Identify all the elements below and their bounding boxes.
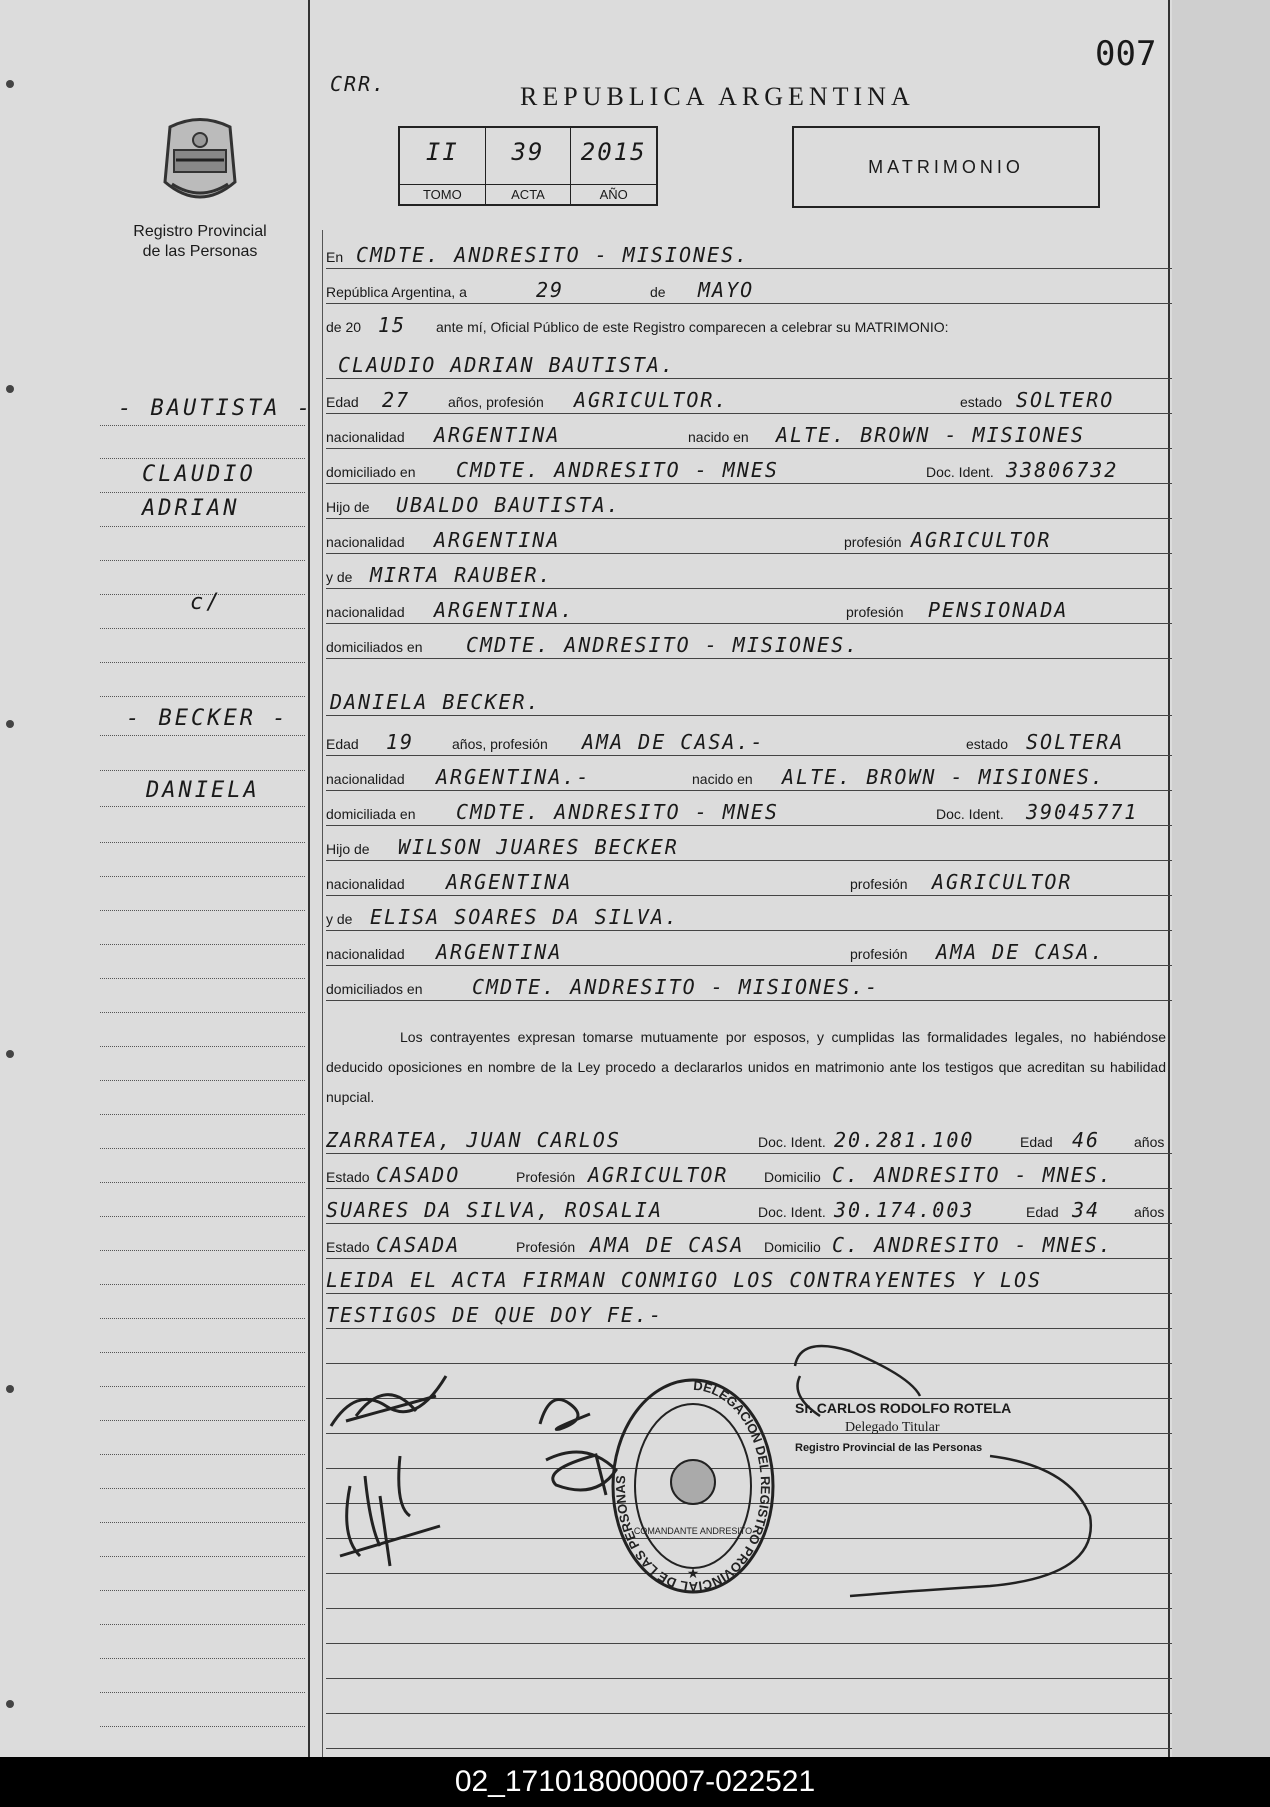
y-de-label: y de bbox=[326, 569, 353, 585]
row-groom-mother bbox=[326, 555, 1172, 591]
row-place bbox=[326, 235, 1172, 271]
edad-label: Edad bbox=[1026, 1204, 1059, 1220]
profesion-label: profesión bbox=[850, 876, 908, 892]
seal-outer-text: DELEGACION DEL REGISTRO PROVINCIAL DE LAS PERSONAS bbox=[612, 1377, 774, 1595]
row-witness1-details bbox=[326, 1155, 1172, 1191]
record-number-box bbox=[398, 126, 658, 206]
declaration-text: Los contrayentes expresan tomarse mutuamente por esposos, y cumplidas las formalidades legales, no habiéndose deducido oposiciones en nombre de la Ley procedo a declararlos unidos en matrimonio ante los testigos que acreditan su habilidad nupcial. bbox=[326, 1029, 1166, 1105]
punch-hole bbox=[6, 80, 14, 88]
hijo-de-label: Hijo de bbox=[326, 841, 370, 857]
acta-cell bbox=[486, 128, 572, 204]
bride-father-nationality: ARGENTINA bbox=[446, 870, 573, 894]
doc-label: Doc. Ident. bbox=[926, 464, 994, 480]
registry-title bbox=[110, 222, 290, 262]
groom-full-name: CLAUDIO ADRIAN BAUTISTA. bbox=[338, 353, 675, 377]
year-suffix: 15 bbox=[378, 313, 407, 337]
groom-age: 27 bbox=[382, 388, 411, 412]
groom-father-profession: AGRICULTOR bbox=[911, 528, 1052, 552]
row-bride-age bbox=[326, 722, 1172, 758]
row-closing2 bbox=[326, 1295, 1172, 1331]
official-office: Registro Provincial de las Personas bbox=[795, 1442, 983, 1454]
witness2-doc: 30.174.003 bbox=[834, 1198, 975, 1222]
row-groom-nationality bbox=[326, 415, 1172, 451]
witness2-status: CASADA bbox=[376, 1233, 461, 1257]
nacionalidad-label: nacionalidad bbox=[326, 876, 405, 892]
page-number: 007 bbox=[1095, 34, 1157, 74]
day-value: 29 bbox=[536, 278, 565, 302]
domiciliados-label: domiciliados en bbox=[326, 981, 423, 997]
en-label: En bbox=[326, 249, 344, 265]
groom-parents-domicile: CMDTE. ANDRESITO - MISIONES. bbox=[466, 633, 860, 657]
scan-footer-id: 02_171018000007-022521 bbox=[0, 1757, 1270, 1807]
edad-label: Edad bbox=[1020, 1134, 1053, 1150]
row-witness2-details bbox=[326, 1225, 1172, 1261]
witness2-profession: AMA DE CASA bbox=[590, 1233, 745, 1257]
punch-hole bbox=[6, 720, 14, 728]
anios-label: años bbox=[1134, 1134, 1165, 1150]
row-groom-parents-dom bbox=[326, 625, 1172, 661]
groom-nationality: ARGENTINA bbox=[434, 423, 561, 447]
groom-domicile: CMDTE. ANDRESITO - MNES bbox=[456, 458, 779, 482]
provincial-emblem-icon bbox=[150, 112, 250, 212]
signature-bride-icon bbox=[530, 1384, 600, 1444]
registry-seal-icon bbox=[608, 1374, 778, 1596]
witness1-doc: 20.281.100 bbox=[834, 1128, 975, 1152]
profesion-label: Profesión bbox=[516, 1239, 576, 1255]
profesion-label: profesión bbox=[850, 946, 908, 962]
punch-hole bbox=[6, 1385, 14, 1393]
nacido-label: nacido en bbox=[692, 771, 753, 787]
domiciliada-label: domiciliada en bbox=[326, 806, 416, 822]
row-groom-age bbox=[326, 380, 1172, 416]
tomo-cell bbox=[400, 128, 486, 204]
margin-bride-given: DANIELA bbox=[146, 778, 260, 803]
official-title: Delegado Titular bbox=[845, 1420, 940, 1435]
edad-label: Edad bbox=[326, 394, 359, 410]
svg-text:★: ★ bbox=[686, 1565, 700, 1581]
row-bride-father bbox=[326, 827, 1172, 863]
estado-label: Estado bbox=[326, 1239, 370, 1255]
bride-doc: 39045771 bbox=[1026, 800, 1139, 824]
bride-birthplace: ALTE. BROWN - MISIONES. bbox=[782, 765, 1105, 789]
profesion-label: profesión bbox=[846, 604, 904, 620]
groom-birthplace: ALTE. BROWN - MISIONES bbox=[776, 423, 1085, 447]
row-blank bbox=[326, 1645, 1172, 1681]
row-blank bbox=[326, 1610, 1172, 1646]
row-closing1 bbox=[326, 1260, 1172, 1296]
domicilio-label: Domicilio bbox=[764, 1239, 821, 1255]
punch-hole bbox=[6, 385, 14, 393]
closing-line1: LEIDA EL ACTA FIRMAN CONMIGO LOS CONTRAYENTES Y LOS bbox=[326, 1268, 1043, 1292]
signature-witness1-icon bbox=[320, 1446, 450, 1576]
bride-status: SOLTERA bbox=[1026, 730, 1125, 754]
ante-text: ante mí, Oficial Público de este Registro comparecen a celebrar su MATRIMONIO: bbox=[436, 319, 949, 335]
row-bride-mother bbox=[326, 897, 1172, 933]
signature-official-icon bbox=[790, 1336, 1110, 1606]
row-groom-name bbox=[326, 345, 1172, 381]
bride-domicile: CMDTE. ANDRESITO - MNES bbox=[456, 800, 779, 824]
row-bride-father-nat bbox=[326, 862, 1172, 898]
nacionalidad-label: nacionalidad bbox=[326, 429, 405, 445]
punch-hole bbox=[6, 1700, 14, 1708]
anios-label: años, profesión bbox=[448, 394, 544, 410]
doc-label: Doc. Ident. bbox=[758, 1134, 826, 1150]
domiciliados-label: domiciliados en bbox=[326, 639, 423, 655]
registry-line2: de las Personas bbox=[142, 243, 258, 260]
row-bride-parents-dom bbox=[326, 967, 1172, 1003]
row-bride-nationality bbox=[326, 757, 1172, 793]
doc-label: Doc. Ident. bbox=[758, 1204, 826, 1220]
groom-mother-profession: PENSIONADA bbox=[928, 598, 1069, 622]
estado-label: Estado bbox=[326, 1169, 370, 1185]
row-groom-domicile bbox=[326, 450, 1172, 486]
groom-status: SOLTERO bbox=[1016, 388, 1115, 412]
estado-label: estado bbox=[966, 736, 1009, 752]
bride-parents-domicile: CMDTE. ANDRESITO - MISIONES.- bbox=[472, 975, 880, 999]
bride-age: 19 bbox=[386, 730, 415, 754]
hijo-de-label: Hijo de bbox=[326, 499, 370, 515]
anios-label: años bbox=[1134, 1204, 1165, 1220]
witness1-profession: AGRICULTOR bbox=[588, 1163, 729, 1187]
bride-father: WILSON JUARES BECKER bbox=[398, 835, 679, 859]
row-groom-mother-nat bbox=[326, 590, 1172, 626]
signature-groom-icon bbox=[326, 1366, 456, 1436]
groom-mother-nationality: ARGENTINA. bbox=[434, 598, 575, 622]
estado-label: estado bbox=[960, 394, 1003, 410]
year-prefix: de 20 bbox=[326, 319, 362, 335]
place-value: CMDTE. ANDRESITO - MISIONES. bbox=[356, 243, 750, 267]
page-edge bbox=[1172, 0, 1270, 1757]
row-bride-mother-nat bbox=[326, 932, 1172, 968]
anio-cell bbox=[571, 128, 656, 204]
row-blank bbox=[326, 1715, 1172, 1751]
margin-groom-given1: CLAUDIO bbox=[142, 462, 256, 487]
witness2-domicile: C. ANDRESITO - MNES. bbox=[832, 1233, 1113, 1257]
seal-inner-text: COMANDANTE ANDRESITO bbox=[633, 1526, 753, 1536]
punch-hole bbox=[6, 1050, 14, 1058]
bride-mother: ELISA SOARES DA SILVA. bbox=[370, 905, 679, 929]
bride-profession: AMA DE CASA.- bbox=[582, 730, 765, 754]
month-value: MAYO bbox=[698, 278, 755, 302]
witness1-age: 46 bbox=[1072, 1128, 1101, 1152]
witness2-age: 34 bbox=[1072, 1198, 1101, 1222]
anio-label: AÑO bbox=[571, 184, 656, 204]
groom-doc: 33806732 bbox=[1006, 458, 1119, 482]
margin-column bbox=[0, 0, 310, 1757]
bride-full-name: DANIELA BECKER. bbox=[330, 690, 541, 714]
row-date bbox=[326, 270, 1172, 306]
margin-conj: c/ bbox=[190, 590, 223, 615]
nacionalidad-label: nacionalidad bbox=[326, 946, 405, 962]
row-witness2 bbox=[326, 1190, 1172, 1226]
acta-label: ACTA bbox=[486, 184, 571, 204]
row-blank bbox=[326, 1680, 1172, 1716]
registry-line1: Registro Provincial bbox=[133, 223, 267, 240]
bride-nationality: ARGENTINA.- bbox=[436, 765, 591, 789]
margin-bride-surname: - BECKER - bbox=[126, 706, 289, 731]
bride-mother-nationality: ARGENTINA bbox=[436, 940, 563, 964]
profesion-label: Profesión bbox=[516, 1169, 576, 1185]
margin-groom-given2: ADRIAN bbox=[142, 496, 240, 521]
domiciliado-label: domiciliado en bbox=[326, 464, 416, 480]
row-bride-name bbox=[326, 682, 1172, 718]
row-year bbox=[326, 305, 1172, 341]
anio-value: 2015 bbox=[580, 138, 647, 166]
nacionalidad-label: nacionalidad bbox=[326, 604, 405, 620]
anios-label: años, profesión bbox=[452, 736, 548, 752]
row-groom-father bbox=[326, 485, 1172, 521]
row-witness1 bbox=[326, 1120, 1172, 1156]
witness1-domicile: C. ANDRESITO - MNES. bbox=[832, 1163, 1113, 1187]
profesion-label: profesión bbox=[844, 534, 902, 550]
official-name: Sr. CARLOS RODOLFO ROTELA bbox=[795, 1400, 1012, 1416]
official-block bbox=[795, 1398, 1011, 1458]
tomo-value: II bbox=[425, 138, 459, 166]
record-type-box: MATRIMONIO bbox=[792, 126, 1100, 208]
witness1-name: ZARRATEA, JUAN CARLOS bbox=[326, 1128, 621, 1152]
country-title: REPUBLICA ARGENTINA bbox=[520, 82, 915, 111]
row-groom-father-nat bbox=[326, 520, 1172, 556]
tomo-label: TOMO bbox=[400, 184, 485, 204]
nacido-label: nacido en bbox=[688, 429, 749, 445]
row-bride-domicile bbox=[326, 792, 1172, 828]
groom-mother: MIRTA RAUBER. bbox=[370, 563, 553, 587]
edad-label: Edad bbox=[326, 736, 359, 752]
doc-label: Doc. Ident. bbox=[936, 806, 1004, 822]
witness1-status: CASADO bbox=[376, 1163, 461, 1187]
corner-code: CRR. bbox=[330, 72, 387, 96]
groom-father: UBALDO BAUTISTA. bbox=[396, 493, 621, 517]
domicilio-label: Domicilio bbox=[764, 1169, 821, 1185]
groom-father-nationality: ARGENTINA bbox=[434, 528, 561, 552]
nacionalidad-label: nacionalidad bbox=[326, 534, 405, 550]
groom-profession: AGRICULTOR. bbox=[574, 388, 729, 412]
de-label: de bbox=[650, 284, 666, 300]
bride-father-profession: AGRICULTOR bbox=[932, 870, 1073, 894]
witness2-name: SUARES DA SILVA, ROSALIA bbox=[326, 1198, 663, 1222]
acta-value: 39 bbox=[511, 138, 545, 166]
republica-label: República Argentina, a bbox=[326, 284, 467, 300]
nacionalidad-label: nacionalidad bbox=[326, 771, 405, 787]
y-de-label: y de bbox=[326, 911, 353, 927]
closing-line2: TESTIGOS DE QUE DOY FE.- bbox=[326, 1303, 663, 1327]
margin-groom-surname: - BAUTISTA - bbox=[118, 396, 313, 421]
bride-mother-profession: AMA DE CASA. bbox=[936, 940, 1105, 964]
